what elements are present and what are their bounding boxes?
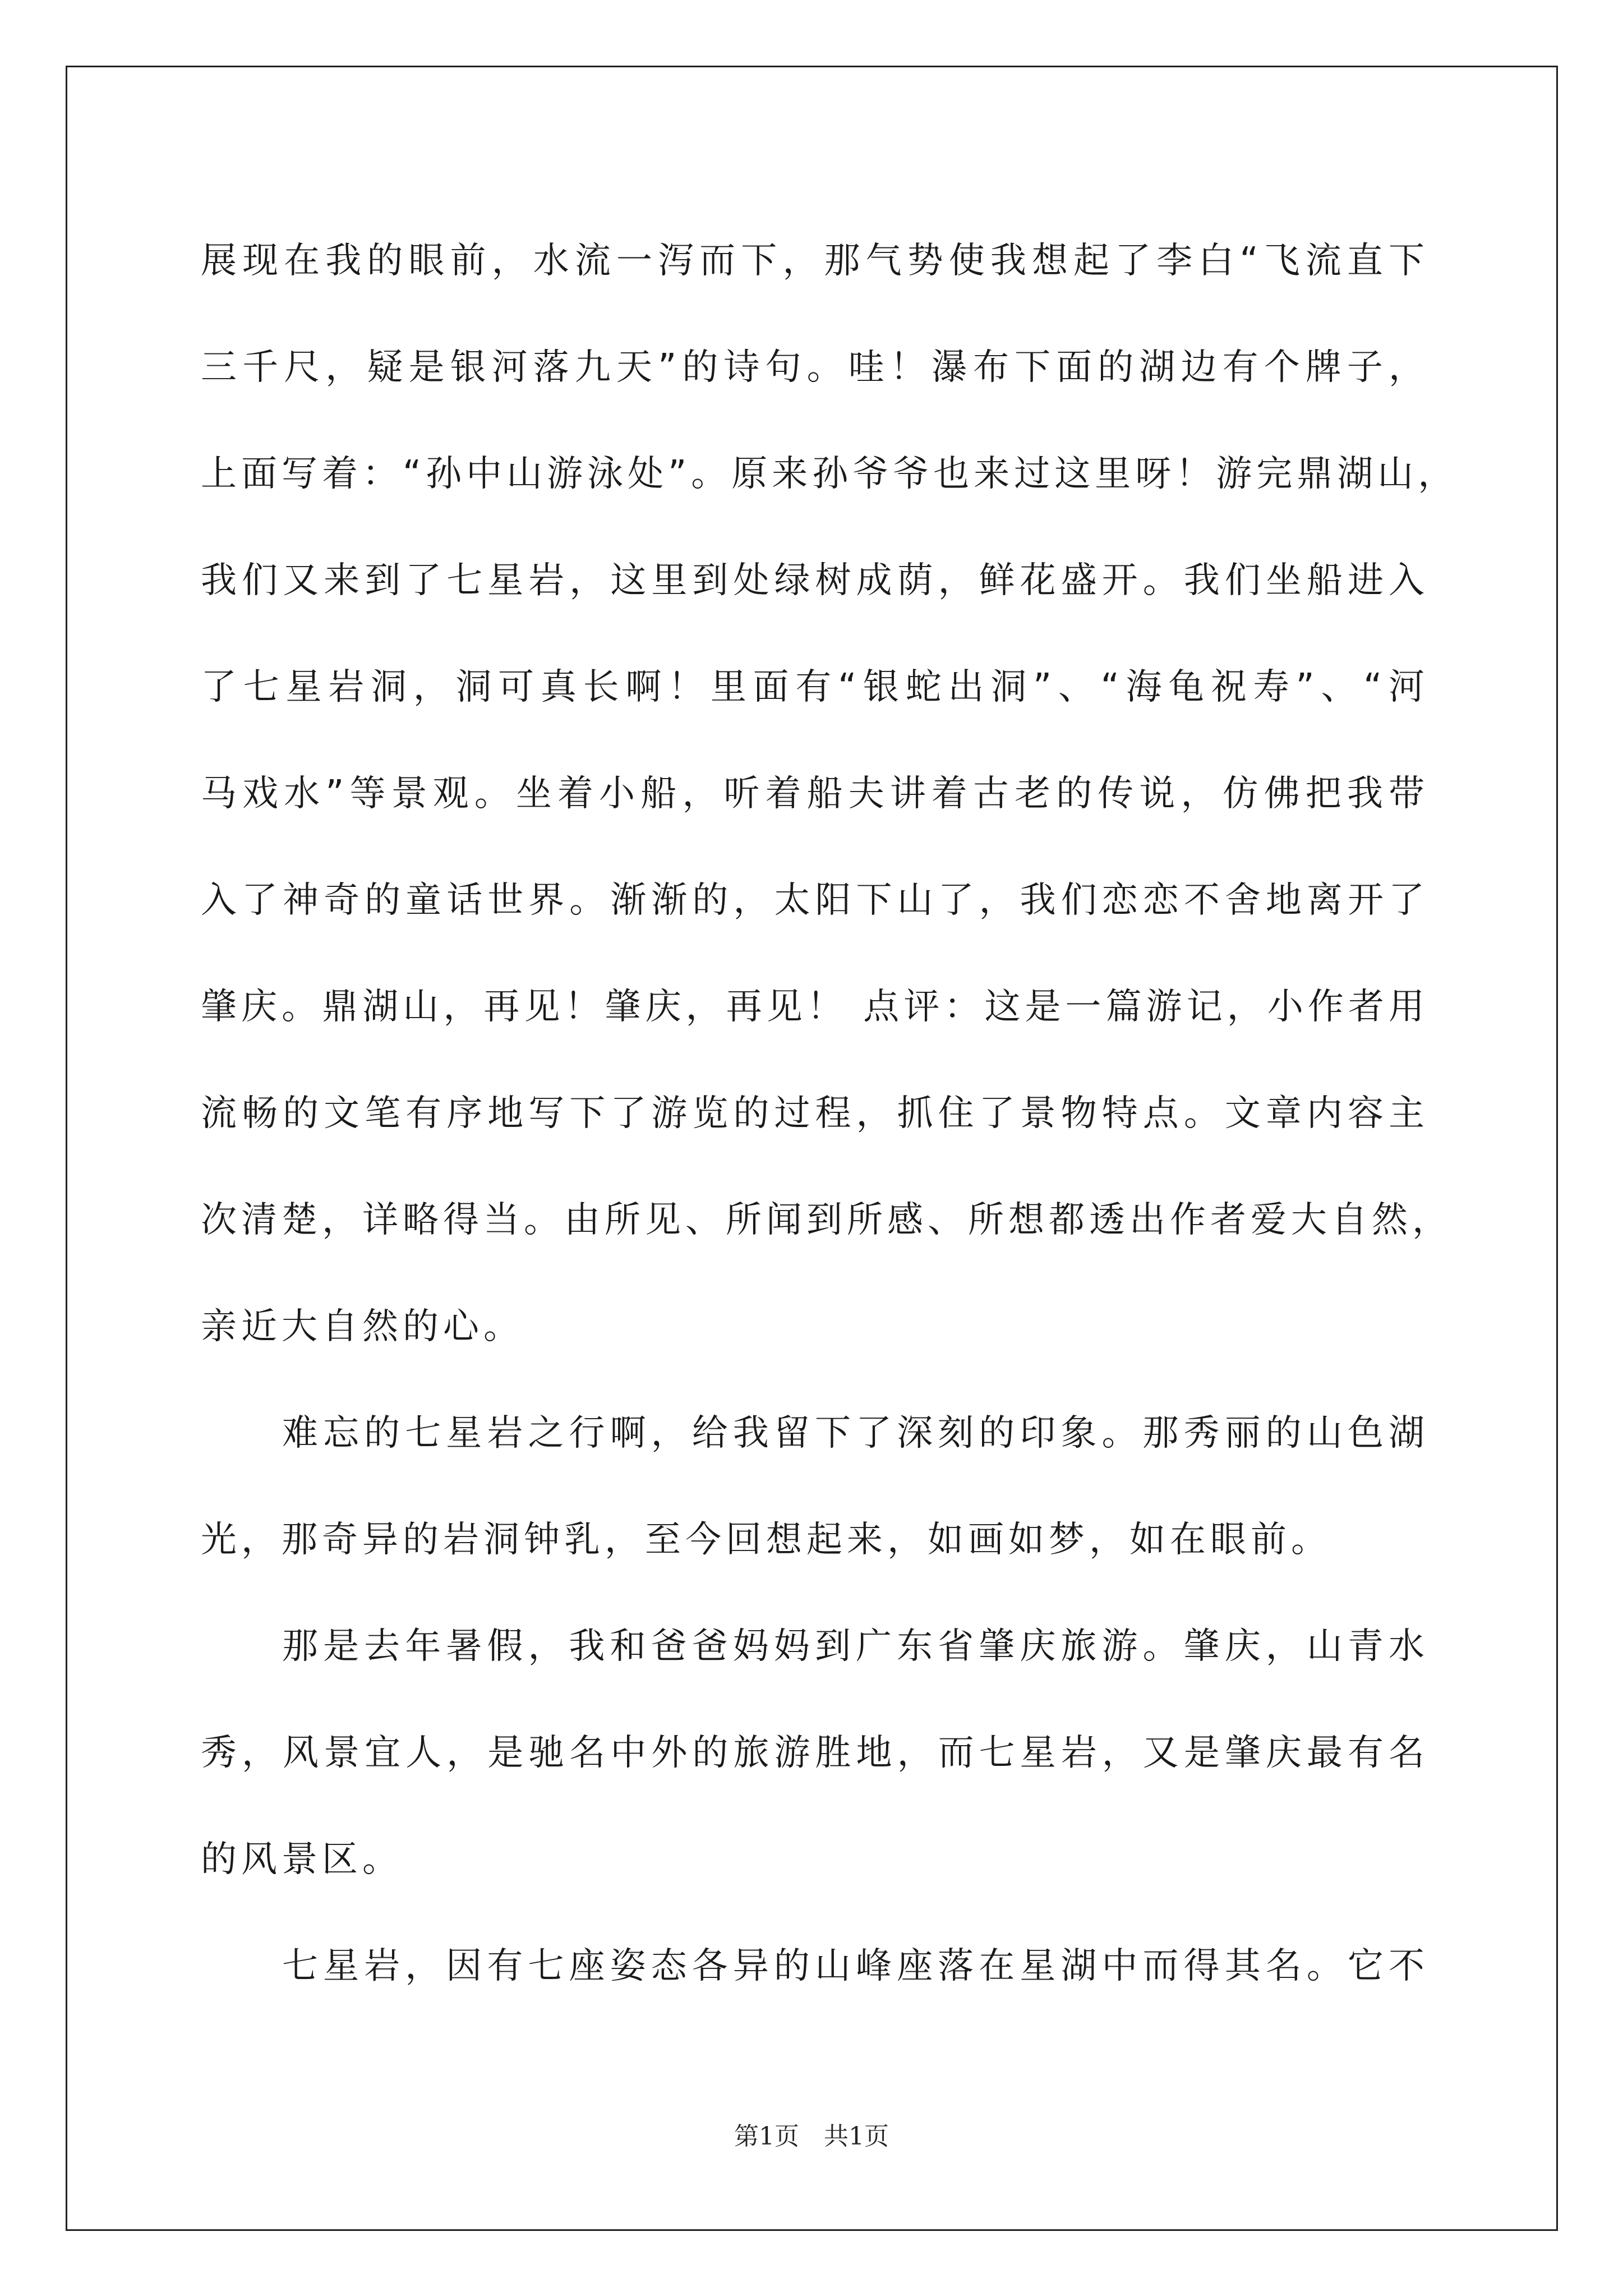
text-line: 我们又来到了七星岩，这里到处绿树成荫，鲜花盛开。我们坐船进入 <box>201 560 1429 601</box>
text-line: 马戏水”等景观。坐着小船，听着船夫讲着古老的传说，仿佛把我带 <box>201 773 1429 815</box>
text-line: 上面写着：“孙中山游泳处”。原来孙爷爷也来过这里呀！游完鼎湖山， <box>201 453 1459 495</box>
text-line: 次清楚，详略得当。由所见、所闻到所感、所想都透出作者爱大自然， <box>201 1199 1453 1241</box>
text-line: 展现在我的眼前，水流一泻而下，那气势使我想起了李白“飞流直下 <box>201 240 1429 282</box>
text-line: 了七星岩洞，洞可真长啊！里面有“银蛇出洞”、“海龟祝寿”、“河 <box>201 666 1429 708</box>
document-body <box>201 208 1459 2019</box>
text-line: 难忘的七星岩之行啊，给我留下了深刻的印象。那秀丽的山色湖 <box>282 1412 1429 1454</box>
text-line: 光，那奇异的岩洞钟乳，至今回想起来，如画如梦，如在眼前。 <box>201 1519 1331 1561</box>
text-line: 三千尺，疑是银河落九天”的诗句。哇！瀑布下面的湖边有个牌子， <box>201 347 1429 388</box>
text-line: 那是去年暑假，我和爸爸妈妈到广东省肇庆旅游。肇庆，山青水 <box>282 1626 1429 1667</box>
text-line: 亲近大自然的心。 <box>201 1306 524 1347</box>
text-line: 的风景区。 <box>201 1839 403 1880</box>
page-footer: 第1页 共1页 <box>734 2122 889 2151</box>
text-line: 肇庆。鼎湖山，再见！肇庆，再见！ 点评：这是一篇游记，小作者用 <box>201 986 1429 1028</box>
text-line: 流畅的文笔有序地写下了游览的过程，抓住了景物特点。文章内容主 <box>201 1093 1429 1134</box>
text-line: 七星岩，因有七座姿态各异的山峰座落在星湖中而得其名。它不 <box>282 1945 1429 1987</box>
text-line: 秀，风景宜人，是驰名中外的旅游胜地，而七星岩，又是肇庆最有名 <box>201 1732 1429 1774</box>
text-line: 入了神奇的童话世界。渐渐的，太阳下山了，我们恋恋不舍地离开了 <box>201 880 1429 921</box>
